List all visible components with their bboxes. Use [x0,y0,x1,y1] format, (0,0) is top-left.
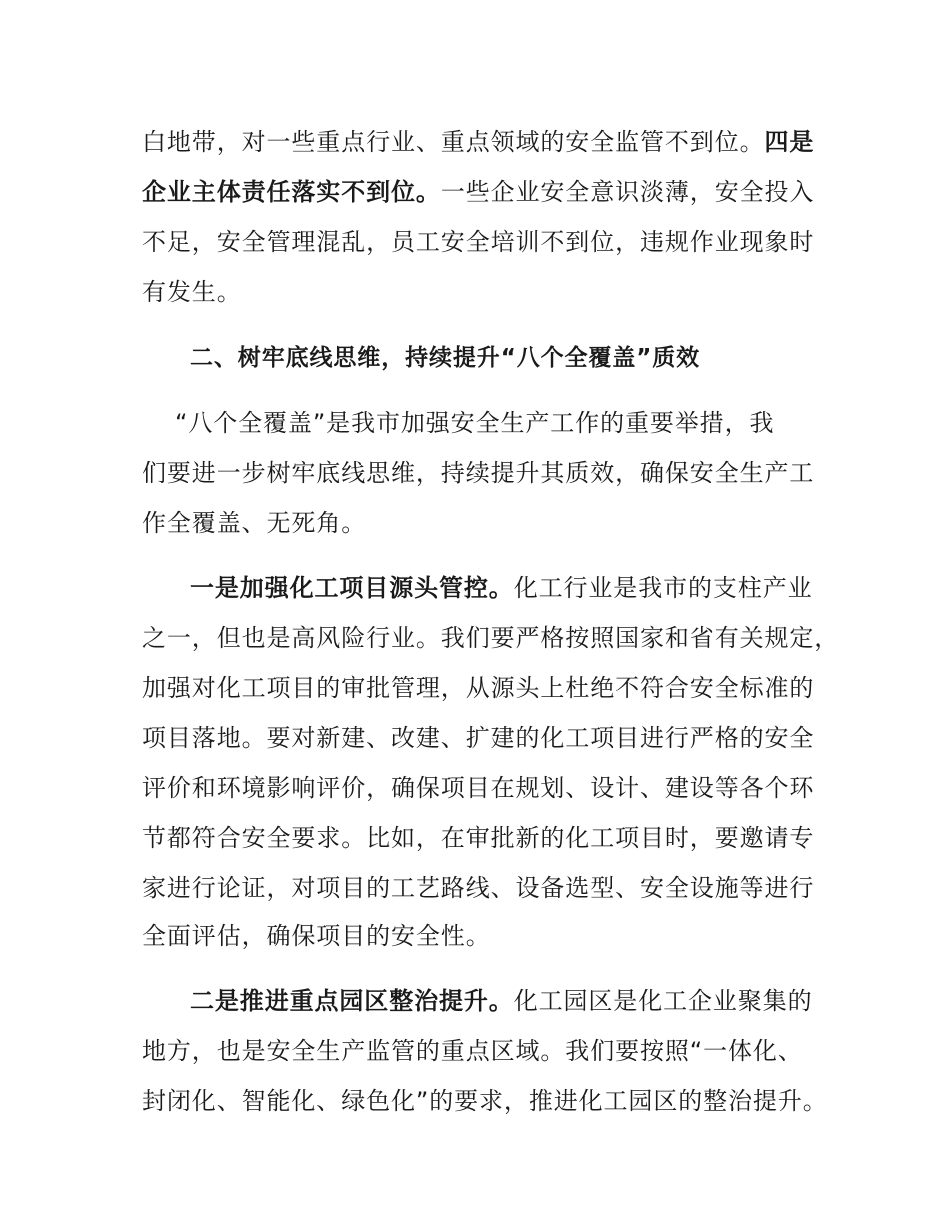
paragraph-line: 节都符合安全要求。比如，在审批新的化工项目时，要邀请专 [142,824,815,852]
paragraph-line [142,127,822,157]
paragraph-line: 作全覆盖、无死角。 [142,509,367,537]
paragraph-line: 评价和环境影响评价，确保项目在规划、设计、建设等各个环 [142,774,815,802]
paragraph-line: 有发生。 [142,278,242,306]
paragraph-line [142,177,822,207]
text-run: 白地带，对一些重点行业、重点领域的安全监管不到位。 [142,128,765,156]
paragraph-line: “八个全覆盖”是我市加强安全生产工作的重要举措，我 [175,409,775,437]
bold-lead: 二是推进重点园区整治提升。 [190,987,514,1015]
text-run: 化工园区是化工企业聚集的 [513,987,813,1015]
paragraph-line [190,573,870,603]
text-run: 化工行业是我市的支柱产业 [513,574,813,602]
paragraph-line: 家进行论证，对项目的工艺路线、设备选型、安全设施等进行 [142,874,815,902]
paragraph-line: 之一，但也是高风险行业。我们要严格按照国家和省有关规定， [142,624,840,652]
bold-lead: 企业主体责任落实不到位。 [142,178,441,206]
paragraph-line [190,986,870,1016]
paragraph-line: 们要进一步树牢底线思维，持续提升其质效，确保安全生产工 [142,459,815,487]
paragraph-line: 封闭化、智能化、绿色化”的要求，推进化工园区的整治提升。 [142,1087,828,1115]
text-run: 一些企业安全意识淡薄，安全投入 [440,178,815,206]
paragraph-line: 加强对化工项目的审批管理，从源头上杜绝不符合安全标准的 [142,674,815,702]
paragraph-line: 不足，安全管理混乱，员工安全培训不到位，违规作业现象时 [142,228,815,256]
bold-lead: 一是加强化工项目源头管控。 [190,574,514,602]
paragraph-line: 全面评估，确保项目的安全性。 [142,922,491,950]
bold-lead: 四是 [764,128,815,156]
section-heading: 二、树牢底线思维，持续提升“八个全覆盖”质效 [190,345,701,371]
paragraph-line: 项目落地。要对新建、改建、扩建的化工项目进行严格的安全 [142,724,815,752]
paragraph-line: 地方，也是安全生产监管的重点区域。我们要按照“一体化、 [142,1037,803,1065]
